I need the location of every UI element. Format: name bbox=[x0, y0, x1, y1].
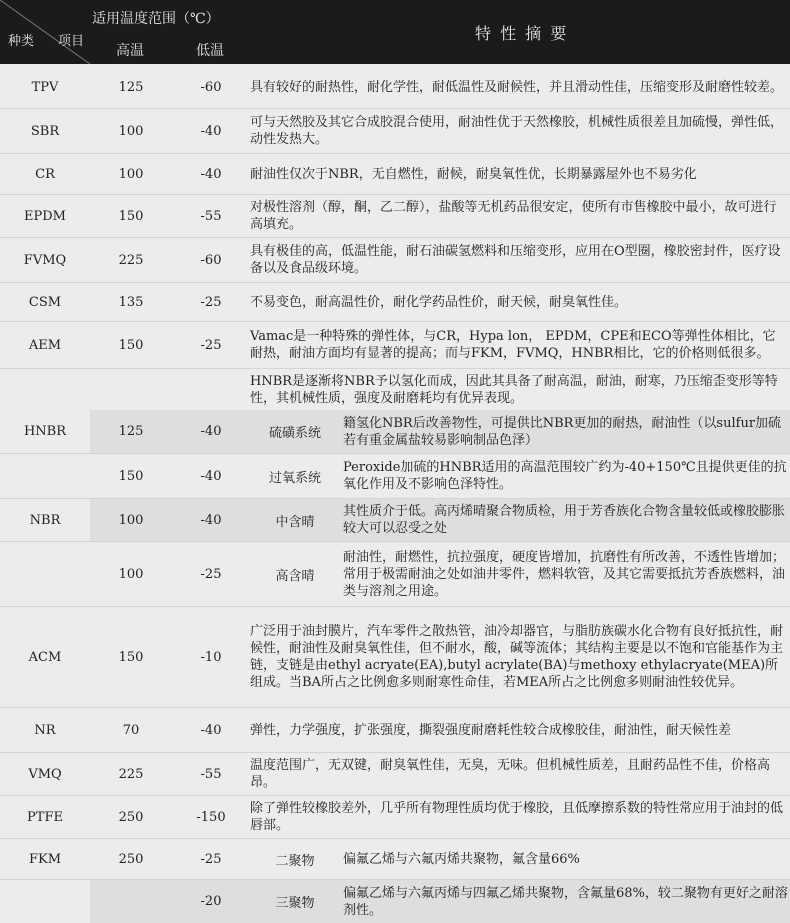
hnbr-sub-row-sulfur bbox=[0, 410, 790, 453]
cell-subtype: 三聚物 bbox=[275, 896, 315, 911]
cell-low-temp: -40 bbox=[200, 512, 222, 528]
cell-description: 耐油性仅次于NBR，无自燃性，耐候，耐臭氧性优，长期暴露屋外也不易劣化 bbox=[250, 166, 697, 182]
cell-high-temp: 100 bbox=[118, 566, 144, 582]
cell-description: 偏氟乙烯与六氟丙烯共聚物，氟含量66% bbox=[343, 851, 580, 867]
cell-description: Peroxide加硫的HNBR适用的高温范围较广约为-40+150℃且提供更佳的抗氧化作用及不影响色泽特性。 bbox=[343, 460, 787, 492]
hnbr-intro-row bbox=[0, 369, 790, 410]
cell-subtype: 硫磺系统 bbox=[268, 426, 321, 441]
cell-description: 籍氢化NBR后改善物性，可提供比NBR更加的耐热，耐油性（以sulfur加硫若有重金属盐较易影响制品色泽） bbox=[343, 415, 782, 448]
nbr-sub-row-high bbox=[0, 542, 790, 606]
cell-type: TPV bbox=[31, 79, 59, 95]
cell-low-temp: -25 bbox=[200, 566, 222, 582]
cell-low-temp: -55 bbox=[200, 766, 222, 782]
header-type-label: 种类 bbox=[8, 34, 35, 49]
cell-low-temp: -60 bbox=[200, 252, 222, 268]
cell-description: 具有极佳的高，低温性能，耐石油碳氢燃料和压缩变形，应用在O型圈，橡胶密封件，医疗设备以及食品级环境。 bbox=[250, 244, 781, 276]
header-low-label: 低温 bbox=[196, 43, 224, 59]
cell-low-temp: -20 bbox=[200, 894, 222, 909]
cell-high-temp: 125 bbox=[118, 424, 144, 439]
cell-low-temp: -25 bbox=[200, 337, 222, 353]
table-row-nr bbox=[0, 708, 790, 752]
table-row-csm bbox=[0, 283, 790, 321]
hnbr-sub-row-peroxide bbox=[0, 454, 790, 498]
header-item-label: 项目 bbox=[58, 34, 85, 49]
cell-type: EPDM bbox=[24, 208, 66, 224]
cell-description: 除了弹性较橡胶差外，几乎所有物理性质均优于橡胶，且低摩擦系数的特性常应用于油封的低唇部。 bbox=[250, 801, 784, 833]
cell-type: AEM bbox=[28, 337, 62, 353]
cell-description: 不易变色，耐高温性价，耐化学药品性价，耐天候，耐臭氧性佳。 bbox=[250, 294, 628, 310]
table-row-cr bbox=[0, 154, 790, 194]
cell-description: 对极性溶剂（醇，酮，乙二醇），盐酸等无机药品很安定，使所有市售橡胶中最小，故可进行高填充。 bbox=[250, 200, 777, 232]
cell-high-temp: 150 bbox=[118, 649, 144, 665]
cell-low-temp: -25 bbox=[200, 294, 222, 310]
cell-high-temp: 70 bbox=[122, 722, 140, 738]
cell-high-temp bbox=[90, 880, 172, 923]
table-row-fvmq bbox=[0, 238, 790, 282]
cell-low-temp: -40 bbox=[200, 166, 222, 182]
cell-low-temp: -150 bbox=[196, 809, 226, 825]
table-row-sbr bbox=[0, 109, 790, 153]
cell-description: 可与天然胶及其它合成胶混合使用，耐油性优于天然橡胶，机械性质很差且加硫慢，弹性低，动性发热大。 bbox=[250, 115, 784, 147]
table-row-acm bbox=[0, 607, 790, 707]
cell-description: 具有较好的耐热性，耐化学性，耐低温性及耐候性，并且滑动性佳，压缩变形及耐磨性较差。 bbox=[250, 79, 784, 95]
table-row-aem bbox=[0, 322, 790, 368]
cell-type: CR bbox=[35, 166, 55, 182]
cell-type: ACM bbox=[28, 649, 62, 665]
header-high-label: 高温 bbox=[116, 43, 144, 59]
cell-low-temp: -40 bbox=[200, 123, 222, 139]
table-header bbox=[0, 0, 790, 64]
hnbr-intro-description: HNBR是逐渐将NBR予以氢化而成，因此其具备了耐高温，耐油，耐寒，乃压缩歪变形等特性，其机械性质，强度及耐磨耗均有优异表现。 bbox=[250, 373, 778, 406]
table-row-ptfe bbox=[0, 796, 790, 838]
header-summary-label: 特 性 摘 要 bbox=[475, 24, 569, 43]
cell-high-temp: 150 bbox=[118, 208, 144, 224]
cell-subtype: 过氧系统 bbox=[268, 470, 321, 486]
cell-description: 其性质介于低。高丙烯晴聚合物质检，用于芳香族化合物含量较低或橡胶膨胀较大可以忍受之处 bbox=[343, 504, 786, 536]
cell-description: 耐油性，耐燃性，抗拉强度，硬度皆增加，抗磨性有所改善，不透性皆增加；常用于极需耐油之处如油井零件，燃料软管，及其它需要抵抗芳香族燃料，油类与溶剂之用途。 bbox=[343, 549, 786, 599]
cell-low-temp: -25 bbox=[200, 851, 222, 867]
cell-type: FKM bbox=[28, 851, 62, 867]
cell-high-temp: 250 bbox=[118, 851, 144, 867]
cell-type: FVMQ bbox=[23, 252, 67, 268]
cell-type: HNBR bbox=[23, 424, 67, 439]
cell-high-temp: 100 bbox=[118, 166, 144, 182]
cell-subtype: 中含晴 bbox=[275, 514, 315, 530]
cell-description: 偏氟乙烯与六氟丙烯与四氟乙烯共聚物，含氟量68%，较二聚物有更好之耐溶剂性。 bbox=[343, 885, 788, 918]
cell-high-temp: 150 bbox=[118, 337, 144, 353]
cell-high-temp: 150 bbox=[118, 468, 144, 484]
cell-subtype: 二聚物 bbox=[275, 853, 315, 869]
cell-low-temp: -60 bbox=[200, 79, 222, 95]
cell-low-temp: -40 bbox=[200, 722, 222, 738]
cell-high-temp: 125 bbox=[118, 79, 144, 95]
cell-high-temp: 225 bbox=[118, 252, 144, 268]
cell-low-temp: -10 bbox=[200, 649, 222, 665]
table-row-epdm bbox=[0, 195, 790, 237]
cell-high-temp: 135 bbox=[118, 294, 144, 310]
nbr-sub-row-medium bbox=[0, 499, 790, 541]
cell-description: 温度范围广，无双键，耐臭氧性佳，无臭，无味。但机械性质差，且耐药品性不佳，价格高昂。 bbox=[250, 758, 771, 790]
table-row-vmq bbox=[0, 753, 790, 795]
cell-high-temp: 250 bbox=[118, 809, 144, 825]
cell-subtype: 高含晴 bbox=[275, 568, 315, 584]
cell-type: NBR bbox=[29, 512, 61, 528]
cell-low-temp: -55 bbox=[200, 208, 222, 224]
cell-high-temp: 225 bbox=[118, 766, 144, 782]
cell-low-temp: -40 bbox=[200, 424, 222, 439]
table-row-tpv bbox=[0, 66, 790, 108]
cell-high-temp: 100 bbox=[118, 123, 144, 139]
cell-low-temp: -40 bbox=[200, 468, 222, 484]
cell-type: SBR bbox=[30, 123, 60, 139]
fkm-sub-row-dipolymer bbox=[0, 839, 790, 879]
cell-type: PTFE bbox=[27, 809, 63, 825]
fkm-sub-row-terpolymer bbox=[0, 880, 790, 923]
cell-high-temp: 100 bbox=[118, 512, 144, 528]
cell-type: CSM bbox=[28, 294, 62, 310]
cell-description: Vamac是一种特殊的弹性体，与CR，Hypa lon， EPDM，CPE和ECO等弹性体相比，它耐热，耐油方面均有显著的提高；而与FKM，FVMQ，HNBR相比，它的价格则低很多。 bbox=[250, 329, 776, 361]
cell-type: VMQ bbox=[28, 766, 62, 782]
cell-description: 弹性，力学强度，扩张强度，撕裂强度耐磨耗性较合成橡胶佳，耐油性，耐天候性差 bbox=[250, 722, 732, 738]
cell-description: 广泛用于油封膜片，汽车零件之散热管，油冷却器官，与脂肪族碳水化合物有良好抵抗性，耐候性，耐油性及耐臭氧性佳，但不耐水，酸，碱等流体；其结构主要是以不饱和官能基作为主链，支链是由ethyl acryate(EA),butyl acrylate(BA)与methoxy ethylacryate(MEA)所组成。当BA所占之比例愈多则耐寒性命佳，若MEA所占之比例愈多则耐油性较优异。 bbox=[250, 624, 784, 690]
header-temp-range-label: 适用温度范围（℃） bbox=[92, 11, 220, 27]
cell-type: NR bbox=[34, 722, 56, 738]
